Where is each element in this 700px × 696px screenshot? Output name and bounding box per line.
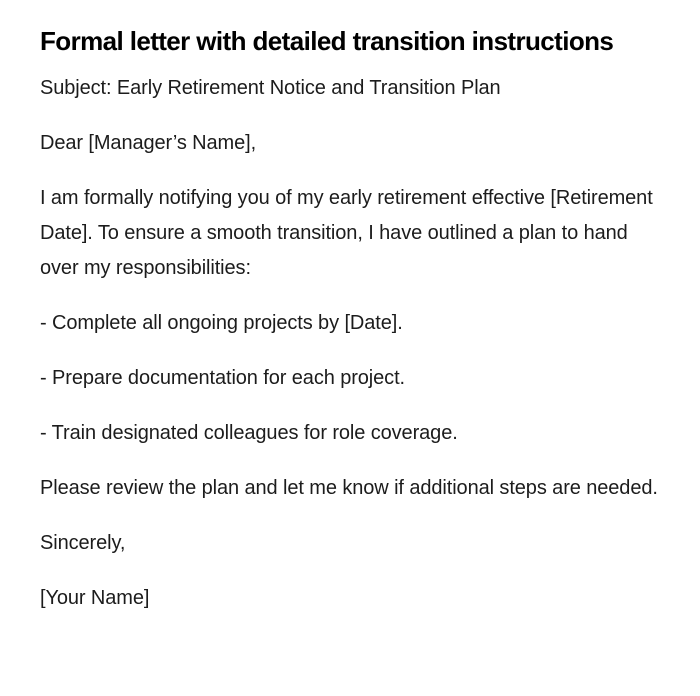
letter-closing-request: Please review the plan and let me know if additional steps are needed. — [40, 477, 658, 499]
letter-intro-paragraph: I am formally notifying you of my early retirement effective [Retirement Date]. To ensure a smooth transition, I have outlined a plan to hand over my responsibilities: — [40, 187, 653, 279]
transition-step-1: - Complete all ongoing projects by [Date]. — [40, 312, 403, 334]
letter-sign-off: Sincerely, — [40, 532, 126, 554]
letter-signature: [Your Name] — [40, 587, 150, 609]
letter-subject: Subject: Early Retirement Notice and Transition Plan — [40, 77, 501, 99]
letter-document — [40, 24, 665, 636]
letter-salutation: Dear [Manager’s Name], — [40, 132, 257, 154]
document-title: Formal letter with detailed transition instructions — [40, 26, 614, 56]
transition-step-3: - Train designated colleagues for role coverage. — [40, 422, 458, 444]
transition-step-2: - Prepare documentation for each project. — [40, 367, 405, 389]
